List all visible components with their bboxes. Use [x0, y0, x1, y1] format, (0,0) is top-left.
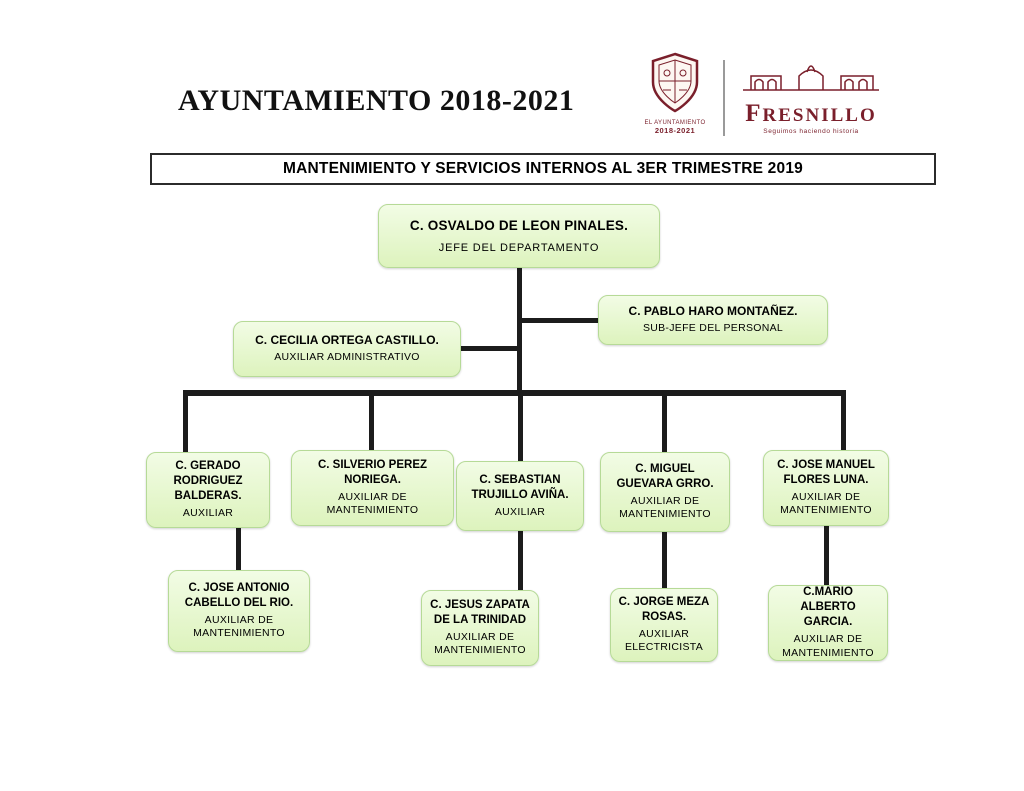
org-node-mario: [768, 585, 888, 661]
page-title: AYUNTAMIENTO 2018-2021: [178, 84, 575, 117]
crest-caption: EL AYUNTAMIENTO: [644, 120, 706, 126]
org-node-osvaldo: [378, 204, 660, 268]
person-name: C. MIGUEL GUEVARA GRRO.: [616, 462, 714, 490]
connector-main-bar: [183, 390, 846, 396]
person-name: C. JOSE MANUEL FLORES LUNA.: [777, 458, 875, 486]
person-role: SUB-JEFE DEL PERSONAL: [642, 322, 784, 335]
city-crest: [643, 52, 707, 135]
person-name: C. PABLO HARO MONTAÑEZ.: [628, 303, 798, 318]
logo-divider: [723, 60, 725, 136]
person-role: AUXILIAR ELECTRICISTA: [624, 627, 704, 654]
person-name: C. SILVERIO PEREZ NORIEGA.: [317, 458, 428, 486]
connector-stub-silverio: [369, 396, 374, 450]
connector-stub-jose-manuel: [841, 396, 846, 450]
person-role: AUXILIAR ADMINISTRATIVO: [274, 351, 420, 364]
org-node-jose-antonio: [168, 570, 310, 652]
fresnillo-tagline: Seguimos haciendo historia: [763, 128, 859, 135]
org-node-cecilia: [233, 321, 461, 377]
report-title: MANTENIMIENTO Y SERVICIOS INTERNOS AL 3ER TRIMESTRE 2019: [283, 160, 803, 177]
person-name: C. JORGE MEZA ROSAS.: [618, 595, 710, 623]
org-node-miguel: [600, 452, 730, 532]
org-node-jesus: [421, 590, 539, 666]
person-name: C. CECILIA ORTEGA CASTILLO.: [255, 332, 439, 347]
person-role: AUXILIAR DE MANTENIMIENTO: [434, 630, 526, 657]
report-title-banner: [150, 153, 936, 185]
connector-stub-miguel: [662, 396, 667, 452]
connector-to-pablo: [519, 318, 599, 323]
person-name: C. GERADO RODRIGUEZ BALDERAS.: [173, 460, 243, 503]
person-role: AUXILIAR: [494, 505, 546, 518]
fresnillo-logo: [736, 56, 886, 135]
org-node-gerado: [146, 452, 270, 528]
person-name: C. OSVALDO DE LEON PINALES.: [409, 218, 629, 234]
person-role: AUXILIAR DE MANTENIMIENTO: [619, 494, 711, 521]
connector-stub-sebastian: [518, 396, 523, 461]
person-name: C.MARIO ALBERTO GARCIA.: [800, 586, 856, 629]
person-role: AUXILIAR DE MANTENIMIENTO: [326, 490, 419, 517]
connector-trunk: [517, 268, 522, 396]
connector-to-cecilia: [459, 346, 519, 351]
skyline-icon: [741, 56, 881, 94]
connector-gerado-jose-antonio: [236, 528, 241, 570]
person-role: AUXILIAR: [182, 507, 234, 520]
city-crest-icon: [649, 52, 701, 114]
person-name: C. JOSE ANTONIO CABELLO DEL RIO.: [184, 581, 294, 609]
org-node-jose-manuel: [763, 450, 889, 526]
org-node-sebastian: [456, 461, 584, 531]
connector-jose-manuel-mario: [824, 526, 829, 585]
connector-stub-gerado: [183, 396, 188, 452]
person-role: JEFE DEL DEPARTAMENTO: [438, 241, 600, 254]
fresnillo-wordmark: FRESNILLO: [745, 100, 877, 127]
org-node-jorge: [610, 588, 718, 662]
connector-miguel-jorge: [662, 532, 667, 588]
connector-sebastian-jesus: [518, 531, 523, 590]
person-name: C. SEBASTIAN TRUJILLO AVIÑA.: [471, 473, 569, 501]
person-name: C. JESUS ZAPATA DE LA TRINIDAD: [430, 598, 530, 626]
org-node-pablo: [598, 295, 828, 345]
person-role: AUXILIAR DE MANTENIMIENTO: [782, 633, 874, 659]
person-role: AUXILIAR DE MANTENIMIENTO: [780, 490, 872, 517]
org-node-silverio: [291, 450, 454, 526]
person-role: AUXILIAR DE MANTENIMIENTO: [193, 613, 285, 640]
crest-years: 2018-2021: [654, 126, 696, 135]
